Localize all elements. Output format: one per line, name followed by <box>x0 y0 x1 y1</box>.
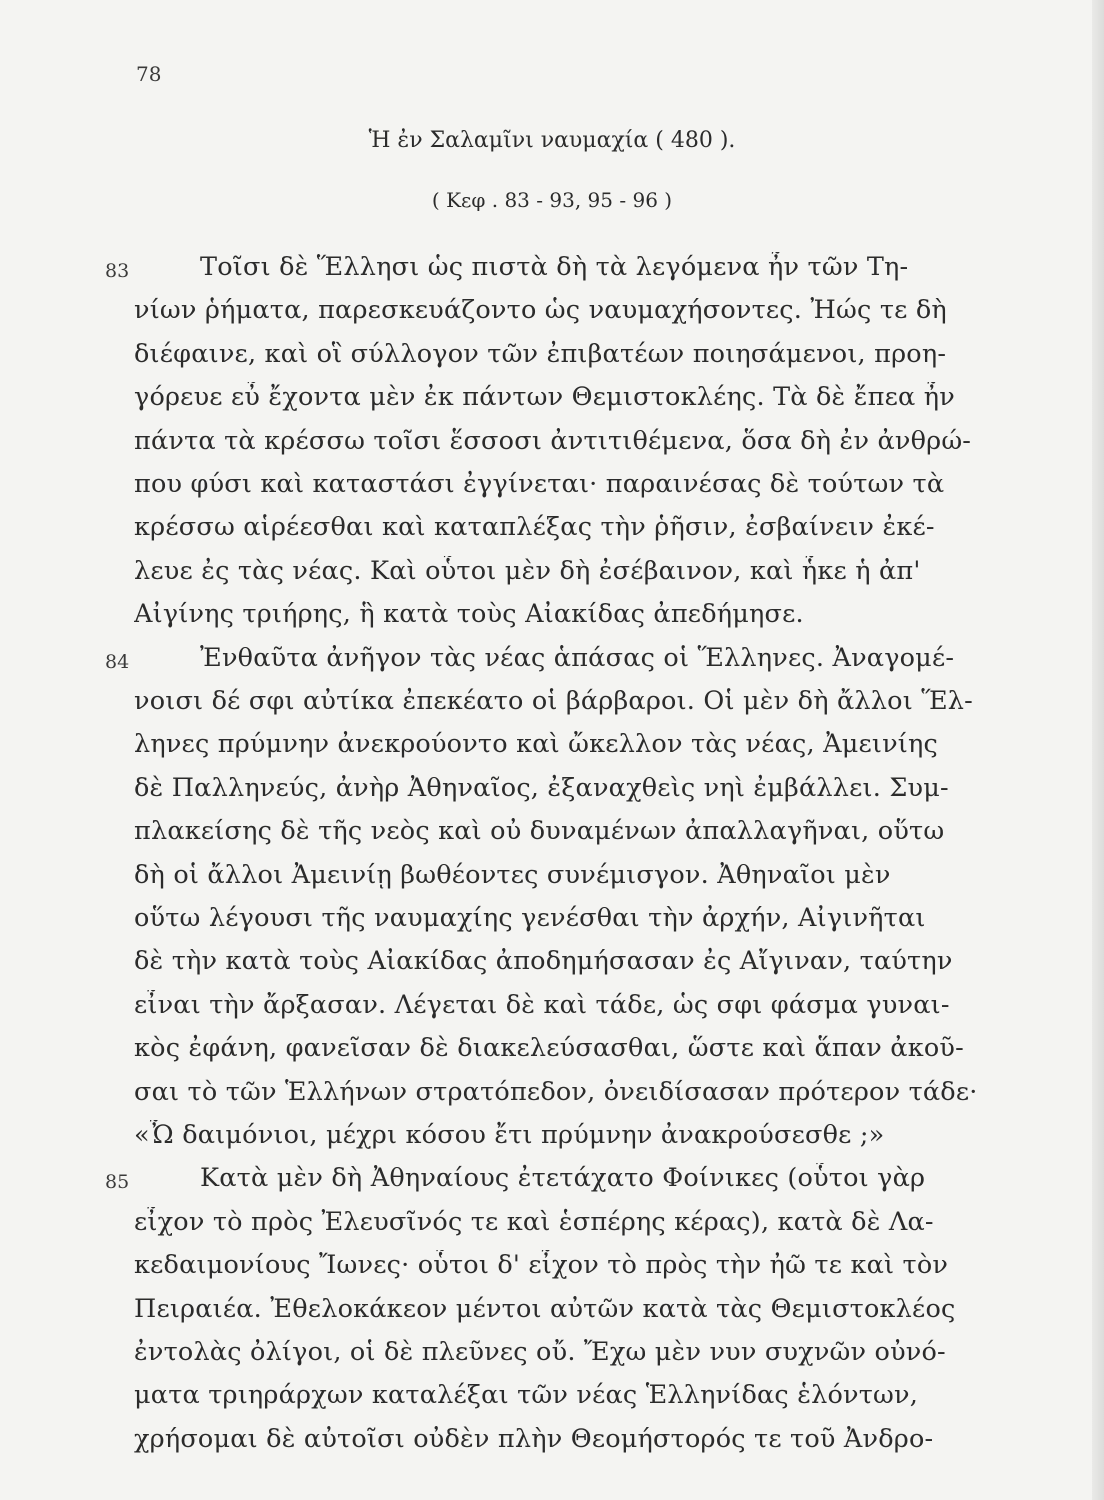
paragraph-number: 83 <box>105 260 130 282</box>
text-line: Ἐνθαῦτα ἀνῆγον τὰς νέας ἁπάσας οἱ Ἕλληνες. Ἀναγομέ- <box>200 642 955 673</box>
text-line: Αἰγίνης τριήρης, ἣ κατὰ τοὺς Αἰακίδας ἀπεδήμησε. <box>134 599 804 630</box>
text-line: χρήσομαι δὲ αὐτοῖσι οὐδὲν πλὴν Θεομήστορός τε τοῦ Ἀνδρο- <box>134 1423 934 1454</box>
text-line: κεδαιμονίους Ἴωνες· οὗτοι δ' εἶχον τὸ πρὸς τὴν ἠῶ τε καὶ τὸν <box>134 1250 949 1281</box>
text-line: λευε ἐς τὰς νέας. Καὶ οὗτοι μὲν δὴ ἐσέβαινον, καὶ ἧκε ἡ ἀπ' <box>134 555 921 586</box>
text-line: κρέσσω αἱρέεσθαι καὶ καταπλέξας τὴν ῥῆσιν, ἐσβαίνειν ἐκέ- <box>134 512 935 543</box>
text-line: κὸς ἐφάνη, φανεῖσαν δὲ διακελεύσασθαι, ὥστε καὶ ἅπαν ἀκοῦ- <box>134 1033 964 1064</box>
text-line: δὴ οἱ ἄλλοι Ἀμεινίῃ βωθέοντες συνέμισγον. Ἀθηναῖοι μὲν <box>134 859 891 890</box>
text-line: Κατὰ μὲν δὴ Ἀθηναίους ἐτετάχατο Φοίνικες (οὗτοι γὰρ <box>200 1163 926 1194</box>
chapter-title: Ἡ ἐν Σαλαμῖνι ναυμαχία ( 480 ). <box>368 128 736 153</box>
text-line: «Ὦ δαιμόνιοι, μέχρι κόσου ἔτι πρύμνην ἀνακρούσεσθε ;» <box>134 1120 885 1150</box>
chapter-subtitle: ( Κεφ . 83 - 93, 95 - 96 ) <box>431 188 673 212</box>
page-number: 78 <box>136 62 162 86</box>
text-line: νοισι δέ σφι αὐτίκα ἐπεκέατο οἱ βάρβαροι. Οἱ μὲν δὴ ἄλλοι Ἕλ- <box>134 686 973 716</box>
text-line: ἐντολὰς ὀλίγοι, οἱ δὲ πλεῦνες οὔ. Ἔχω μὲν νυν συχνῶν οὐνό- <box>134 1337 946 1367</box>
text-line: διέφαινε, καὶ οἳ σύλλογον τῶν ἐπιβατέων ποιησάμενοι, προη- <box>134 338 947 369</box>
text-line: νίων ῥήματα, παρεσκευάζοντο ὡς ναυμαχήσοντες. Ἠώς τε δὴ <box>134 295 947 326</box>
text-line: ληνες πρύμνην ἀνεκρούοντο καὶ ὤκελλον τὰς νέας, Ἀμεινίης <box>134 729 938 760</box>
text-line: πλακείσης δὲ τῆς νεὸς καὶ οὐ δυναμένων ἀπαλλαγῆναι, οὕτω <box>134 816 945 847</box>
text-line: σαι τὸ τῶν Ἑλλήνων στρατόπεδον, ὀνειδίσασαν πρότερον τάδε· <box>134 1076 978 1107</box>
text-line: δὲ Παλληνεύς, ἀνὴρ Ἀθηναῖος, ἐξαναχθεὶς νηὶ ἐμβάλλει. Συμ- <box>134 772 949 803</box>
text-line: ματα τριηράρχων καταλέξαι τῶν νέας Ἑλληνίδας ἑλόντων, <box>134 1380 919 1411</box>
text-line: που φύσι καὶ καταστάσι ἐγγίνεται· παραινέσας δὲ τούτων τὰ <box>134 469 945 499</box>
paragraph-number: 85 <box>105 1171 130 1194</box>
text-line: εἶναι τὴν ἄρξασαν. Λέγεται δὲ καὶ τάδε, ὡς σφι φάσμα γυναι- <box>134 989 950 1020</box>
text-line: Πειραιέα. Ἐθελοκάκεον μέντοι αὐτῶν κατὰ τὰς Θεμιστοκλέος <box>134 1293 956 1324</box>
text-line: Τοῖσι δὲ Ἕλλησι ὡς πιστὰ δὴ τὰ λεγόμενα ἦν τῶν Τη- <box>200 252 909 282</box>
text-line: δὲ τὴν κατὰ τοὺς Αἰακίδας ἀποδημήσασαν ἐς Αἴγιναν, ταύτην <box>134 946 953 977</box>
paragraph-number: 84 <box>105 650 130 673</box>
text-line: οὕτω λέγουσι τῆς ναυμαχίης γενέσθαι τὴν ἀρχήν, Αἰγινῆται <box>134 903 926 933</box>
text-line: γόρευε εὖ ἔχοντα μὲν ἐκ πάντων Θεμιστοκλέης. Τὰ δὲ ἔπεα ἦν <box>134 382 955 413</box>
text-line: εἶχον τὸ πρὸς Ἐλευσῖνός τε καὶ ἑσπέρης κέρας), κατὰ δὲ Λα- <box>134 1206 934 1237</box>
text-line: πάντα τὰ κρέσσω τοῖσι ἕσσοσι ἀντιτιθέμενα, ὅσα δὴ ἐν ἀνθρώ- <box>134 425 972 456</box>
page-edge-shadow <box>1092 0 1104 1500</box>
